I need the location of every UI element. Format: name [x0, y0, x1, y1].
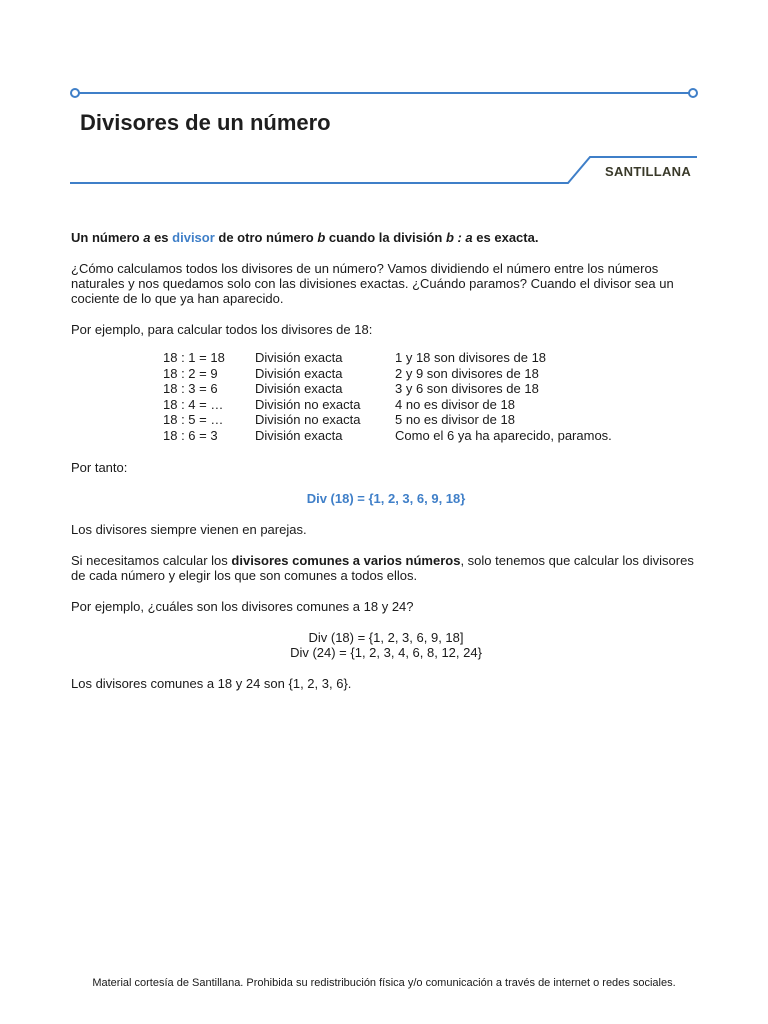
operation-cell: 18 : 5 = … — [163, 412, 224, 428]
div18-result: Div (18) = {1, 2, 3, 6, 9, 18} — [306, 490, 466, 506]
brand-underline — [70, 157, 697, 183]
operation-cell: 18 : 6 = 3 — [163, 427, 218, 443]
division-examples-table — [163, 350, 612, 444]
table-row — [163, 366, 612, 382]
brand-logo: SANTILLANA — [605, 164, 692, 179]
top-rule-left-dot — [71, 89, 79, 97]
pairs-note: Los divisores siempre vienen en parejas. — [71, 521, 307, 537]
table-row — [163, 381, 612, 397]
common-example-question: Por ejemplo, ¿cuáles son los divisores comunes a 18 y 24? — [71, 598, 414, 614]
div24-set: Div (24) = {1, 2, 3, 4, 6, 8, 12, 24} — [290, 644, 482, 660]
table-row — [163, 412, 612, 428]
page-title: Divisores de un número — [80, 110, 331, 135]
note-cell: 2 y 9 son divisores de 18 — [395, 365, 539, 381]
top-rule-right-dot — [689, 89, 697, 97]
definition-paragraph: Un número a es divisor de otro número b cuando la división b : a es exacta. — [71, 230, 539, 245]
table-row — [163, 428, 612, 444]
type-cell: División exacta — [255, 365, 343, 381]
main-content — [71, 230, 701, 691]
divisor-keyword: divisor — [172, 230, 215, 245]
table-row — [163, 350, 612, 366]
note-cell: 1 y 18 son divisores de 18 — [395, 350, 547, 365]
result-lead: Por tanto: — [71, 459, 128, 475]
operation-cell: 18 : 4 = … — [163, 396, 224, 412]
note-cell: Como el 6 ya ha aparecido, paramos. — [395, 427, 612, 443]
operation-cell: 18 : 2 = 9 — [163, 365, 218, 381]
example-intro: Por ejemplo, para calcular todos los divisores de 18: — [71, 322, 373, 337]
note-cell: 3 y 6 son divisores de 18 — [395, 381, 539, 397]
type-cell: División exacta — [255, 350, 343, 365]
div18-set: Div (18) = {1, 2, 3, 6, 9, 18] — [308, 629, 464, 645]
common-divisors-paragraph: Si necesitamos calcular los divisores comunes a varios números, solo tenemos que calcular los divisores de cada número y elegir los que son comunes a todos ellos. — [71, 552, 694, 583]
common-conclusion: Los divisores comunes a 18 y 24 son {1, 2, 3, 6}. — [71, 675, 352, 691]
type-cell: División no exacta — [255, 412, 361, 428]
type-cell: División no exacta — [255, 396, 361, 412]
common-divisors-keyword: divisores comunes a varios números — [231, 552, 461, 568]
note-cell: 4 no es divisor de 18 — [395, 396, 515, 412]
copyright-footer: Material cortesía de Santillana. Prohibida su redistribución física y/o comunicación a través de internet o redes sociales. — [92, 977, 676, 989]
type-cell: División exacta — [255, 381, 343, 397]
method-paragraph: ¿Cómo calculamos todos los divisores de un número? Vamos dividiendo el número entre los números naturales y nos quedamos solo con las divisiones exactas. ¿Cuándo paramos? Cuando el divisor sea un cociente de lo que ya han aparecido. — [71, 261, 674, 306]
table-row — [163, 397, 612, 413]
note-cell: 5 no es divisor de 18 — [395, 412, 515, 428]
type-cell: División exacta — [255, 427, 343, 443]
operation-cell: 18 : 1 = 18 — [163, 350, 225, 365]
operation-cell: 18 : 3 = 6 — [163, 381, 218, 397]
